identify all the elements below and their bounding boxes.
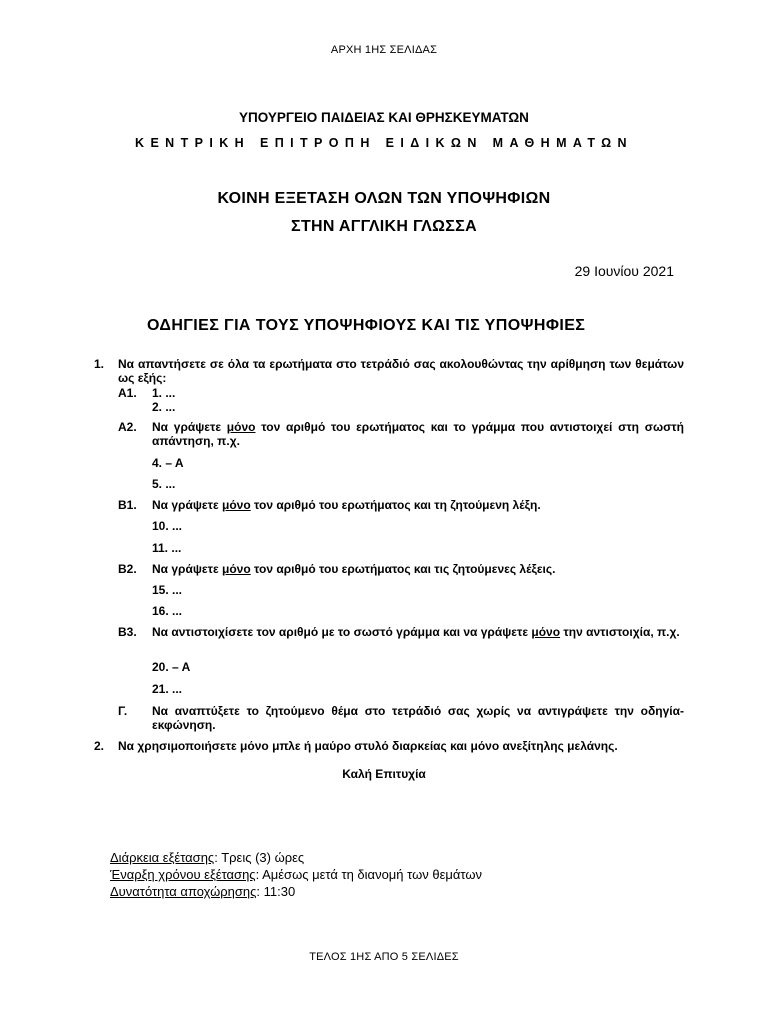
instructions-title: ΟΔΗΓΙΕΣ ΓΙΑ ΤΟΥΣ ΥΠΟΨΗΦΙΟΥΣ ΚΑΙ ΤΙΣ ΥΠΟΨΗΦΙΕΣ [147, 317, 586, 334]
answer-example-5: 5. ... [152, 477, 176, 491]
committee-heading: ΚΕΝΤΡΙΚΗ ΕΠΙΤΡΟΠΗ ΕΙΔΙΚΩΝ ΜΑΘΗΜΑΤΩΝ [135, 136, 633, 150]
exam-title-line1: ΚΟΙΝΗ ΕΞΕΤΑΣΗ ΟΛΩΝ ΤΩΝ ΥΠΟΨΗΦΙΩΝ [217, 190, 551, 207]
emphasis-only: μόνο [226, 420, 256, 434]
item-text-1: Να απαντήσετε σε όλα τα ερωτήματα στο τετράδιό σας ακολουθώντας την αρίθμηση των θεμάτων ως εξής: [118, 357, 684, 385]
section-label-b1: Β1. [118, 498, 137, 512]
page-end-marker: ΤΕΛΟΣ 1ΗΣ ΑΠΟ 5 ΣΕΛΙΔΕΣ [309, 951, 459, 963]
answer-example-15: 15. ... [152, 583, 183, 597]
answer-example-10: 10. ... [152, 519, 183, 533]
section-text-b1: Να γράψετε μόνο τον αριθμό του ερωτήματος και τη ζητούμενη λέξη. [152, 498, 541, 512]
emphasis-only: μόνο [221, 498, 251, 512]
leave-value: : 11:30 [256, 884, 296, 899]
start-label: Έναρξη χρόνου εξέτασης [110, 867, 256, 882]
leave-label: Δυνατότητα αποχώρησης [110, 884, 257, 899]
duration-value: : Τρεις (3) ώρες [214, 850, 305, 865]
exam-title-line2: ΣΤΗΝ ΑΓΓΛΙΚΗ ΓΛΩΣΣΑ [291, 218, 477, 235]
ministry-heading: ΥΠΟΥΡΓΕΙΟ ΠΑΙΔΕΙΑΣ ΚΑΙ ΘΡΗΣΚΕΥΜΑΤΩΝ [239, 110, 529, 125]
section-label-b3: Β3. [118, 625, 137, 639]
emphasis-only: μόνο [221, 562, 251, 576]
start-value: : Αμέσως μετά τη διανομή των θεμάτων [255, 867, 482, 882]
duration-label: Διάρκεια εξέτασης [110, 850, 215, 865]
exam-date: 29 Ιουνίου 2021 [574, 263, 674, 279]
section-label-b2: Β2. [118, 562, 137, 576]
good-luck-text: Καλή Επιτυχία [342, 767, 426, 781]
item-number-1: 1. [94, 357, 105, 371]
section-label-a2: Α2. [118, 420, 137, 434]
answer-example-20: 20. – Α [152, 660, 191, 674]
answer-example-1: 1. ... [152, 386, 176, 400]
section-label-g: Γ. [118, 704, 128, 718]
answer-example-16: 16. ... [152, 604, 183, 618]
section-label-a1: Α1. [118, 386, 137, 400]
answer-example-4: 4. – Α [152, 456, 184, 470]
answer-example-11: 11. ... [152, 541, 182, 555]
duration-line [110, 849, 482, 866]
page-start-marker: ΑΡΧΗ 1ΗΣ ΣΕΛΙΔΑΣ [330, 44, 438, 56]
section-text-b3: Να αντιστοιχίσετε τον αριθμό με το σωστό γράμμα και να γράψετε μόνο την αντιστοιχία, π.χ. [152, 625, 680, 639]
section-text-a2: Να γράψετε μόνο τον αριθμό του ερωτήματος και το γράμμα που αντιστοιχεί στη σωστή απάντηση, π.χ. [152, 420, 684, 448]
exam-info [110, 849, 482, 900]
section-text-g: Να αναπτύξετε το ζητούμενο θέμα στο τετράδιό σας χωρίς να αντιγράψετε την οδηγία-εκφώνηση. [152, 704, 684, 732]
answer-example-2: 2. ... [152, 400, 176, 414]
leave-line [110, 883, 482, 900]
section-text-b2: Να γράψετε μόνο τον αριθμό του ερωτήματος και τις ζητούμενες λέξεις. [152, 562, 556, 576]
answer-example-21: 21. ... [152, 682, 183, 696]
emphasis-only: μόνο [531, 625, 561, 639]
item-number-2: 2. [94, 739, 105, 753]
start-line [110, 866, 482, 883]
item-text-2: Να χρησιμοποιήσετε μόνο μπλε ή μαύρο στυλό διαρκείας και μόνο ανεξίτηλης μελάνης. [118, 739, 618, 753]
